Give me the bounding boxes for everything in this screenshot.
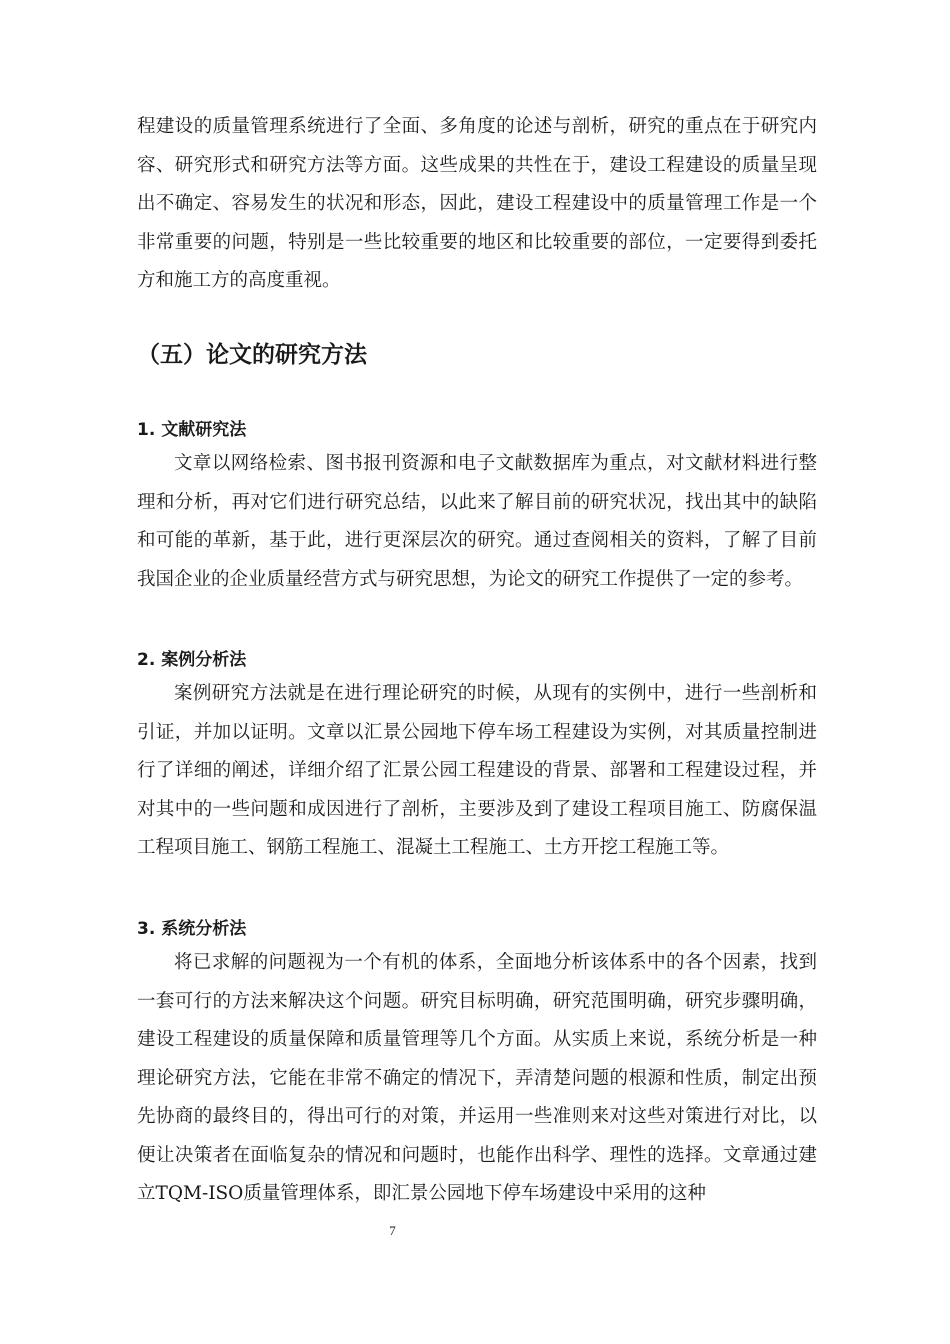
page-number: 7: [389, 1223, 396, 1238]
method-paragraph-system-analysis: 将已求解的问题视为一个有机的体系，全面地分析该体系中的各个因素，找到一套可行的方法来解决这个问题。研究目标明确，研究范围明确，研究步骤明确，建设工程建设的质量保障和质量管理等几个方面。从实质上来说，系统分析是一种理论研究方法，它能在非常不确定的情况下，弄清楚问题的根源和性质，制定出预先协商的最终目的，得出可行的对策，并运用一些准则来对这些对策进行对比，以便让决策者在面临复杂的情况和问题时，也能作出科学、理性的选择。文章通过建立TQM-ISO质量管理体系，即汇景公园地下停车场建设中采用的这种: [137, 952, 817, 1204]
method-heading-case-study: 2. 案例分析法: [137, 650, 247, 670]
method-paragraph-literature: 文章以网络检索、图书报刊资源和电子文献数据库为重点，对文献材料进行整理和分析，再对它们进行研究总结，以此来了解目前的研究状况，找出其中的缺陷和可能的革新，基于此，进行更深层次的研究。通过查阅相关的资料，了解了目前我国企业的企业质量经营方式与研究思想，为论文的研究工作提供了一定的参考。: [137, 453, 817, 590]
section-heading: （五）论文的研究方法: [137, 342, 367, 368]
method-heading-literature: 1. 文献研究法: [137, 420, 247, 440]
method-heading-system-analysis: 3. 系统分析法: [137, 919, 247, 939]
continued-paragraph: 程建设的质量管理系统进行了全面、多角度的论述与剖析，研究的重点在于研究内容、研究形式和研究方法等方面。这些成果的共性在于，建设工程建设的质量呈现出不确定、容易发生的状况和形态，因此，建设工程建设中的质量管理工作是一个非常重要的问题，特别是一些比较重要的地区和比较重要的部位，一定要得到委托方和施工方的高度重视。: [137, 116, 817, 291]
method-paragraph-case-study: 案例研究方法就是在进行理论研究的时候，从现有的实例中，进行一些剖析和引证，并加以证明。文章以汇景公园地下停车场工程建设为实例，对其质量控制进行了详细的阐述，详细介绍了汇景公园工程建设的背景、部署和工程建设过程，并对其中的一些问题和成因进行了剖析，主要涉及到了建设工程项目施工、防腐保温工程项目施工、钢筋工程施工、混凝土工程施工、土方开挖工程施工等。: [137, 683, 817, 858]
